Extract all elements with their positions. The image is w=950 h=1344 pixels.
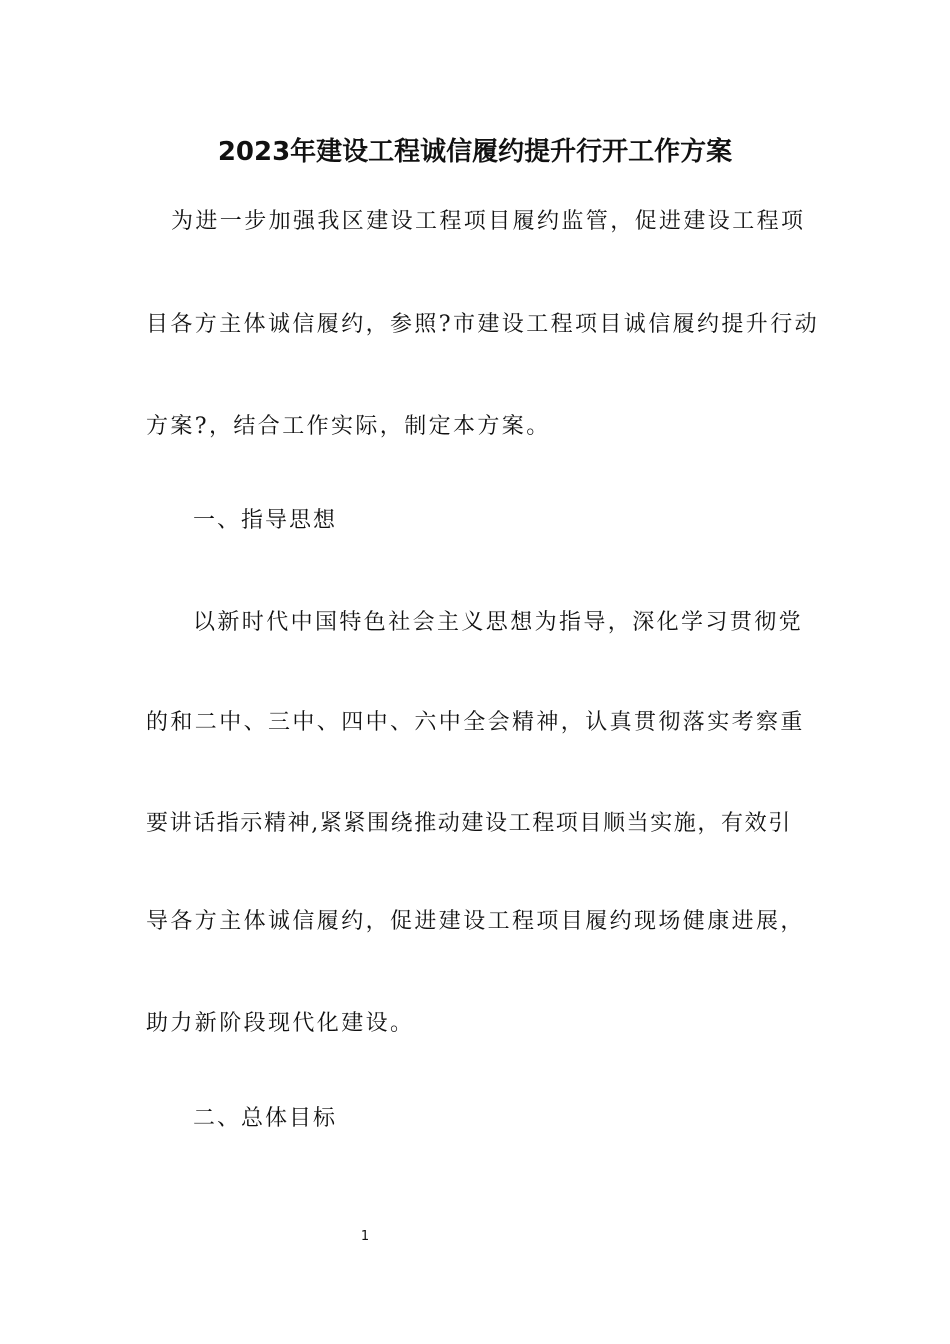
- intro-line-3: 方案?，结合工作实际，制定本方案。: [146, 414, 551, 439]
- section-heading-guiding-thought: 一、指导思想: [193, 508, 338, 533]
- page-number: 1: [360, 1229, 370, 1244]
- section1-line-1: 以新时代中国特色社会主义思想为指导，深化学习贯彻党: [193, 610, 804, 635]
- section1-line-4: 导各方主体诚信履约，促进建设工程项目履约现场健康进展，: [146, 909, 805, 934]
- intro-line-2: 目各方主体诚信履约，参照?市建设工程项目诚信履约提升行动: [146, 312, 819, 337]
- section1-line-2: 的和二中、三中、四中、六中全会精神，认真贯彻落实考察重: [146, 710, 805, 735]
- section1-line-5: 助力新阶段现代化建设。: [146, 1011, 415, 1036]
- document-title: 2023年建设工程诚信履约提升行开工作方案: [217, 137, 733, 167]
- section1-line-3: 要讲话指示精神,紧紧围绕推动建设工程项目顺当实施，有效引: [146, 811, 792, 836]
- intro-line-1: 为进一步加强我区建设工程项目履约监管，促进建设工程项: [171, 209, 806, 234]
- section-heading-overall-goal: 二、总体目标: [193, 1106, 338, 1131]
